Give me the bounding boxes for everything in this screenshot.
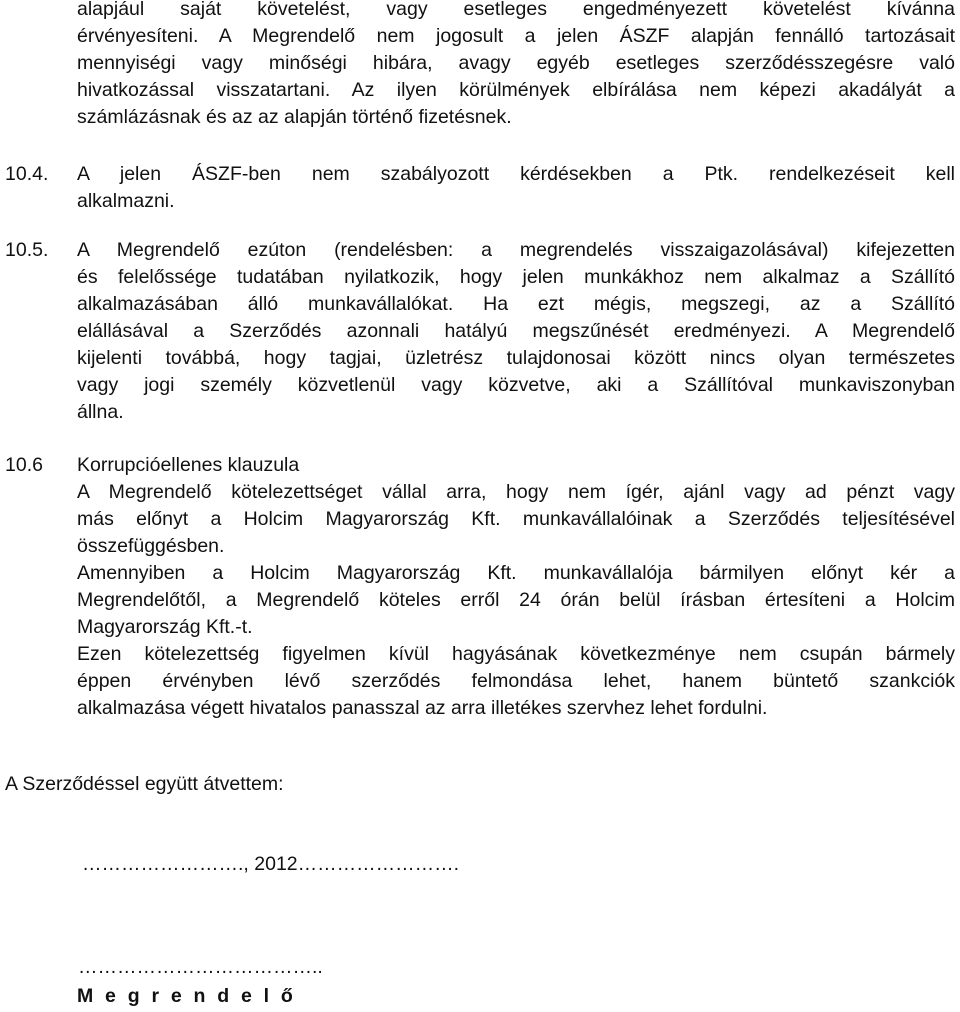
section-heading: Korrupcióellenes klauzula <box>77 454 300 476</box>
section-10-6 <box>5 452 955 722</box>
section-10-4 <box>5 161 955 215</box>
section-line: elállásával a Szerződés azonnali hatályú megszűnését eredményezi. A Megrendelő <box>77 320 955 342</box>
section-line: alkalmazni. <box>77 190 175 212</box>
section-line: Amennyiben a Holcim Magyarország Kft. munkavállalója bármilyen előnyt kér a <box>77 562 955 584</box>
intro-line: érvényesíteni. A Megrendelő nem jogosult a jelen ÁSZF alapján fennálló tartozásait <box>77 25 955 47</box>
section-line: más előnyt a Holcim Magyarország Kft. munkavállalóinak a Szerződés teljesítésével <box>77 508 955 530</box>
section-line: és felelőssége tudatában nyilatkozik, hogy jelen munkákhoz nem alkalmaz a Szállító <box>77 266 955 288</box>
section-number: 10.6 <box>5 454 43 476</box>
signature-line: ……………………………….. <box>78 956 323 978</box>
section-line: kijelenti továbbá, hogy tagjai, üzletrész tulajdonosai között nincs olyan természetes <box>77 347 955 369</box>
section-line: összefüggésben. <box>77 535 225 557</box>
section-line: A jelen ÁSZF-ben nem szabályozott kérdésekben a Ptk. rendelkezéseit kell <box>77 163 955 185</box>
intro-line: hivatkozással visszatartani. Az ilyen körülmények elbírálása nem képezi akadályát a <box>77 79 955 101</box>
section-10-5 <box>5 237 955 426</box>
section-line: alkalmazásában álló munkavállalókat. Ha ezt mégis, megszegi, az a Szállító <box>77 293 955 315</box>
section-line: A Megrendelő kötelezettséget vállal arra, hogy nem ígér, ajánl vagy ad pénzt vagy <box>77 481 955 503</box>
acknowledgement-text: A Szerződéssel együtt átvettem: <box>5 773 284 795</box>
section-number: 10.4. <box>5 163 49 185</box>
section-line: Ezen kötelezettség figyelmen kívül hagyásának következménye nem csupán bármely <box>77 643 955 665</box>
date-line: ……………………., 2012……………………. <box>82 853 460 875</box>
section-line: éppen érvényben lévő szerződés felmondása lehet, hanem büntető szankciók <box>77 670 955 692</box>
intro-line: mennyiségi vagy minőségi hibára, avagy egyéb esetleges szerződésszegésre való <box>77 52 955 74</box>
signatory-label: M e g r e n d e l ő <box>77 985 296 1007</box>
section-line: vagy jogi személy közvetlenül vagy közvetve, aki a Szállítóval munkaviszonyban <box>77 374 955 396</box>
section-line: Megrendelőtől, a Megrendelő köteles erről 24 órán belül írásban értesíteni a Holcim <box>77 589 955 611</box>
intro-line: alapjául saját követelést, vagy esetleges engedményezett követelést kívánna <box>77 0 955 20</box>
section-line: állna. <box>77 401 124 423</box>
section-line: Magyarország Kft.-t. <box>77 616 253 638</box>
intro-line: számlázásnak és az az alapján történő fizetésnek. <box>77 106 512 128</box>
section-line: A Megrendelő ezúton (rendelésben: a megrendelés visszaigazolásával) kifejezetten <box>77 239 955 261</box>
section-number: 10.5. <box>5 239 49 261</box>
intro-paragraph <box>77 0 955 131</box>
section-line: alkalmazása végett hivatalos panasszal az arra illetékes szervhez lehet fordulni. <box>77 697 768 719</box>
